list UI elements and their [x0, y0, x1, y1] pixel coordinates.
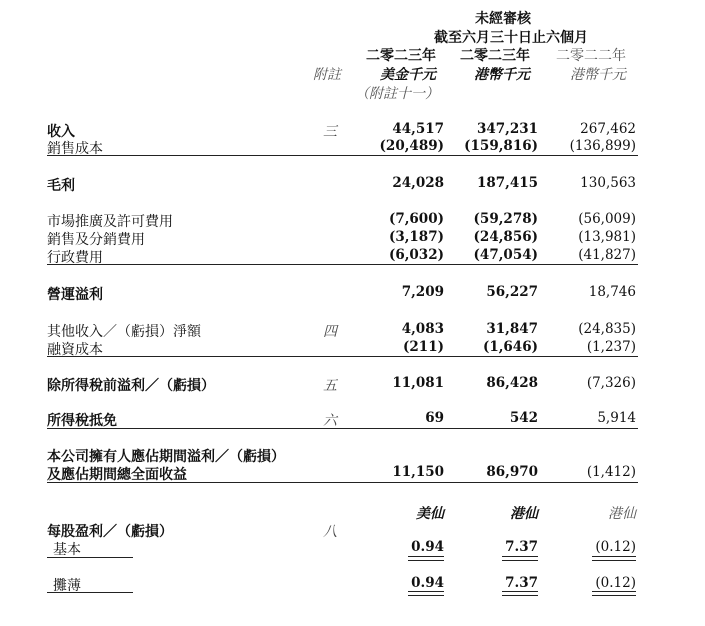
- row-other-income-c1: 4,083: [401, 321, 444, 337]
- rule-basic-c2: [502, 556, 538, 561]
- header-unaudited: 未經審核: [475, 11, 531, 27]
- row-marketing-label: 市場推廣及許可費用: [47, 214, 173, 230]
- row-diluted-c2: 7.37: [505, 575, 538, 591]
- row-marketing-c2: (59,278): [473, 211, 538, 227]
- row-admin-c3: (41,827): [578, 247, 636, 263]
- row-attrib-c1: 11,150: [392, 464, 444, 480]
- row-finance-label: 融資成本: [47, 342, 103, 358]
- rule-after-finance: [47, 356, 638, 357]
- cents-c2: 港仙: [510, 506, 538, 522]
- rule-diluted-c2: [502, 591, 538, 596]
- row-marketing-c1: (7,600): [388, 211, 444, 227]
- row-operating-c2: 56,227: [486, 284, 538, 300]
- rule-after-attrib: [47, 482, 638, 483]
- row-finance-c1: (211): [403, 339, 444, 355]
- row-diluted-c3: (0.12): [595, 575, 636, 591]
- row-tax-note: 六: [323, 413, 337, 429]
- row-basic-c1: 0.94: [411, 539, 444, 555]
- row-finance-c3: (1,237): [586, 339, 636, 355]
- row-selling-c2: (24,856): [473, 229, 538, 245]
- row-other-income-c3: (24,835): [578, 321, 636, 337]
- rule-diluted-label: [47, 592, 133, 593]
- row-tax-label: 所得稅抵免: [47, 413, 117, 429]
- row-gross-c1: 24,028: [392, 175, 444, 191]
- rule-basic-c1: [408, 556, 444, 561]
- row-other-income-note: 四: [323, 324, 337, 340]
- note-col-header: 附註: [313, 67, 341, 83]
- row-gross-c3: 130,563: [580, 175, 636, 191]
- row-operating-c1: 7,209: [401, 284, 444, 300]
- row-tax-c3: 5,914: [597, 410, 636, 426]
- row-cost-c1: (20,489): [379, 138, 444, 154]
- row-tax-c2: 542: [509, 410, 538, 426]
- cents-c1: 美仙: [416, 506, 444, 522]
- row-attrib-c2: 86,970: [486, 464, 538, 480]
- row-attrib-c3: (1,412): [586, 464, 636, 480]
- row-pbt-c3: (7,326): [586, 375, 636, 391]
- row-pbt-note: 五: [323, 378, 337, 394]
- col1-sub: （附註十一）: [355, 86, 439, 102]
- row-basic-label: 基本: [53, 542, 81, 558]
- col3-unit: 港幣千元: [570, 67, 626, 83]
- cents-c3: 港仙: [608, 506, 636, 522]
- rule-diluted-c1: [408, 591, 444, 596]
- col2-year: 二零二三年: [460, 48, 530, 64]
- row-attrib-label-1: 本公司擁有人應佔期間溢利／（虧損）: [47, 449, 285, 465]
- row-revenue-c1: 44,517: [392, 121, 444, 137]
- row-selling-label: 銷售及分銷費用: [47, 232, 145, 248]
- rule-after-admin: [47, 264, 638, 265]
- row-attrib-label-2: 及應佔期間總全面收益: [47, 467, 187, 483]
- rule-after-cost: [47, 155, 638, 156]
- row-cost-label: 銷售成本: [47, 141, 103, 157]
- row-admin-c2: (47,054): [473, 247, 538, 263]
- row-gross-c2: 187,415: [476, 175, 538, 191]
- col1-year: 二零二三年: [366, 48, 436, 64]
- row-basic-c2: 7.37: [505, 539, 538, 555]
- row-other-income-c2: 31,847: [486, 321, 538, 337]
- rule-basic-label: [47, 557, 133, 558]
- row-basic-c3: (0.12): [595, 539, 636, 555]
- rule-diluted-c3: [592, 591, 636, 596]
- row-pbt-c1: 11,081: [392, 375, 444, 391]
- row-eps-note: 八: [323, 524, 337, 540]
- col1-unit: 美金千元: [380, 67, 436, 83]
- row-marketing-c3: (56,009): [578, 211, 636, 227]
- row-other-income-label: 其他收入／（虧損）淨額: [47, 324, 201, 340]
- header-period: 截至六月三十日止六個月: [434, 30, 588, 46]
- row-revenue-label: 收入: [47, 124, 75, 140]
- rule-after-tax: [47, 428, 638, 429]
- row-finance-c2: (1,646): [482, 339, 538, 355]
- row-operating-label: 營運溢利: [47, 287, 103, 303]
- row-tax-c1: 69: [425, 410, 444, 426]
- row-pbt-label: 除所得稅前溢利／（虧損）: [47, 378, 215, 394]
- row-revenue-note: 三: [323, 124, 337, 140]
- rule-basic-c3: [592, 556, 636, 561]
- col3-year: 二零二二年: [556, 48, 626, 64]
- row-revenue-c2: 347,231: [476, 121, 538, 137]
- row-selling-c1: (3,187): [388, 229, 444, 245]
- row-pbt-c2: 86,428: [486, 375, 538, 391]
- row-selling-c3: (13,981): [578, 229, 636, 245]
- row-diluted-c1: 0.94: [411, 575, 444, 591]
- row-revenue-c3: 267,462: [580, 121, 636, 137]
- row-cost-c2: (159,816): [464, 138, 538, 154]
- row-admin-label: 行政費用: [47, 250, 103, 266]
- row-operating-c3: 18,746: [588, 284, 636, 300]
- row-gross-label: 毛利: [47, 178, 75, 194]
- row-cost-c3: (136,899): [569, 138, 636, 154]
- row-diluted-label: 攤薄: [53, 578, 81, 594]
- col2-unit: 港幣千元: [474, 67, 530, 83]
- row-eps-label: 每股盈利／（虧損）: [47, 524, 173, 540]
- row-admin-c1: (6,032): [388, 247, 444, 263]
